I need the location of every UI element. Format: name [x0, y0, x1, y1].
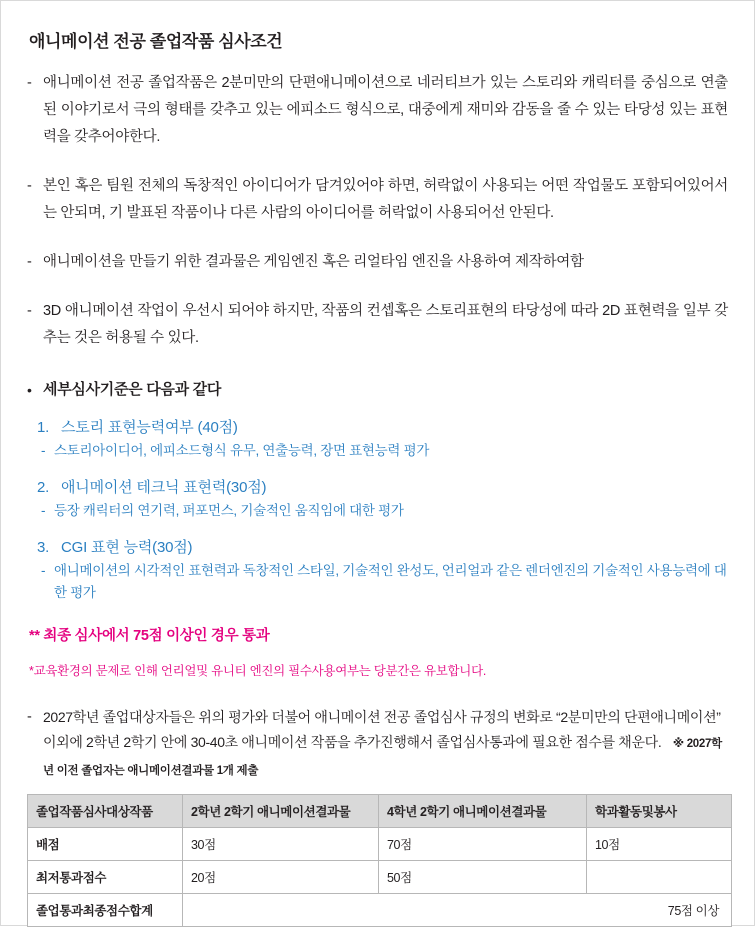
- condition-text: 애니메이션을 만들기 위한 결과물은 게임엔진 혹은 리얼타임 엔진을 사용하여 제작하여함: [43, 254, 584, 270]
- criteria-detail: 애니메이션의 시각적인 표현력과 독창적인 스타일, 기술적인 완성도, 언리얼과 같은 렌더엔진의 기술적인 사용능력에 대한 평가: [54, 563, 727, 600]
- row-label: 최저통과점수: [28, 861, 183, 894]
- row-value: 20점: [183, 861, 379, 894]
- dash-marker-icon: -: [27, 254, 32, 270]
- criteria-title-row: [37, 536, 728, 560]
- condition-item-4: [27, 298, 728, 352]
- final-requirement-note: ※ 2027학년 이전 졸업자는 애니메이션결과물 1개 제출: [43, 738, 722, 777]
- page-title: 애니메이션 전공 졸업작품 심사조건: [29, 32, 283, 51]
- table-row: [28, 828, 732, 861]
- final-requirement-body: 2027학년 졸업대상자들은 위의 평가와 더불어 애니메이션 전공 졸업심사 규정의 변화로 “2분미만의 단편애니메이션” 이외에 2학년 2학기 안에 30-40초 애니메이션 작품을 추가진행해서 졸업심사통과에 필요한 점수를 채운다.: [43, 709, 721, 750]
- criteria-title-row: [37, 416, 728, 440]
- criteria-item-3: [27, 536, 728, 604]
- criteria-list: [27, 416, 728, 604]
- total-label: 졸업통과최종점수합계: [28, 894, 183, 927]
- criteria-number: 1.: [37, 419, 50, 436]
- criteria-detail-row: [41, 440, 728, 462]
- criteria-item-1: [27, 416, 728, 462]
- criteria-title-row: [37, 476, 728, 500]
- sub-dash-icon: -: [41, 563, 46, 578]
- table-total-row: [28, 894, 732, 927]
- criteria-item-2: [27, 476, 728, 522]
- row-label: 배점: [28, 828, 183, 861]
- final-requirement-text: [43, 705, 728, 784]
- criteria-detail: 등장 캐릭터의 연기력, 퍼포먼스, 기술적인 움직임에 대한 평가: [54, 503, 404, 518]
- table-header-row: [28, 795, 732, 828]
- table-header-cell: 학과활동및봉사: [587, 795, 732, 828]
- sub-dash-icon: -: [41, 443, 46, 458]
- criteria-detail-row: [41, 500, 728, 522]
- dash-marker-icon: -: [27, 303, 32, 319]
- row-value: 50점: [379, 861, 587, 894]
- dash-marker-icon: -: [27, 709, 32, 725]
- final-requirement: [27, 705, 728, 784]
- criteria-detail: 스토리아이디어, 에피소드형식 유무, 연출능력, 장면 표현능력 평가: [54, 443, 430, 458]
- pass-note: ** 최종 심사에서 75점 이상인 경우 통과: [29, 628, 270, 644]
- dash-marker-icon: -: [27, 75, 32, 91]
- table-header-cell: 2학년 2학기 애니메이션결과물: [183, 795, 379, 828]
- criteria-heading: [27, 378, 728, 402]
- criteria-number: 3.: [37, 539, 50, 556]
- row-value: [587, 861, 732, 894]
- criteria-title: 애니메이션 테크닉 표현력(30점): [61, 479, 267, 496]
- criteria-heading-label: 세부심사기준은 다음과 같다: [43, 381, 222, 398]
- criteria-detail-row: [41, 560, 728, 604]
- table-row: [28, 861, 732, 894]
- table-header-cell: 졸업작품심사대상작품: [28, 795, 183, 828]
- condition-item-3: [27, 249, 728, 276]
- row-value: 10점: [587, 828, 732, 861]
- condition-item-1: [27, 70, 728, 151]
- criteria-title: 스토리 표현능력여부 (40점): [61, 419, 238, 436]
- dash-marker-icon: -: [27, 178, 32, 194]
- condition-text: 애니메이션 전공 졸업작품은 2분미만의 단편애니메이션으로 네러티브가 있는 스토리와 캐릭터를 중심으로 연출된 이야기로서 극의 형태를 갖추고 있는 에피소드 형식으로, 대중에게 재미와 감동을 줄 수 있는 타당성 있는 표현력을 갖추어야한다.: [43, 75, 728, 145]
- condition-text: 3D 애니메이션 작업이 우선시 되어야 하지만, 작품의 컨셉혹은 스토리표현의 타당성에 따라 2D 표현력을 일부 갖추는 것은 허용될 수 있다.: [43, 303, 728, 346]
- score-table: [27, 794, 732, 927]
- row-value: 30점: [183, 828, 379, 861]
- condition-item-2: [27, 173, 728, 227]
- criteria-number: 2.: [37, 479, 50, 496]
- table-header-cell: 4학년 2학기 애니메이션결과물: [379, 795, 587, 828]
- row-value: 70점: [379, 828, 587, 861]
- criteria-title: CGI 표현 능력(30점): [61, 539, 193, 556]
- bullet-marker-icon: •: [27, 382, 32, 398]
- total-value: 75점 이상: [183, 894, 732, 927]
- engine-usage-note: *교육환경의 문제로 인해 언리얼및 유니티 엔진의 필수사용여부는 당분간은 유보합니다.: [29, 664, 487, 678]
- sub-dash-icon: -: [41, 503, 46, 518]
- condition-text: 본인 혹은 팀원 전체의 독창적인 아이디어가 담겨있어야 하면, 허락없이 사용되는 어떤 작업물도 포함되어있어서는 안되며, 기 발표된 작품이나 다른 사람의 아이디어를 허락없이 사용되어선 안된다.: [43, 178, 728, 221]
